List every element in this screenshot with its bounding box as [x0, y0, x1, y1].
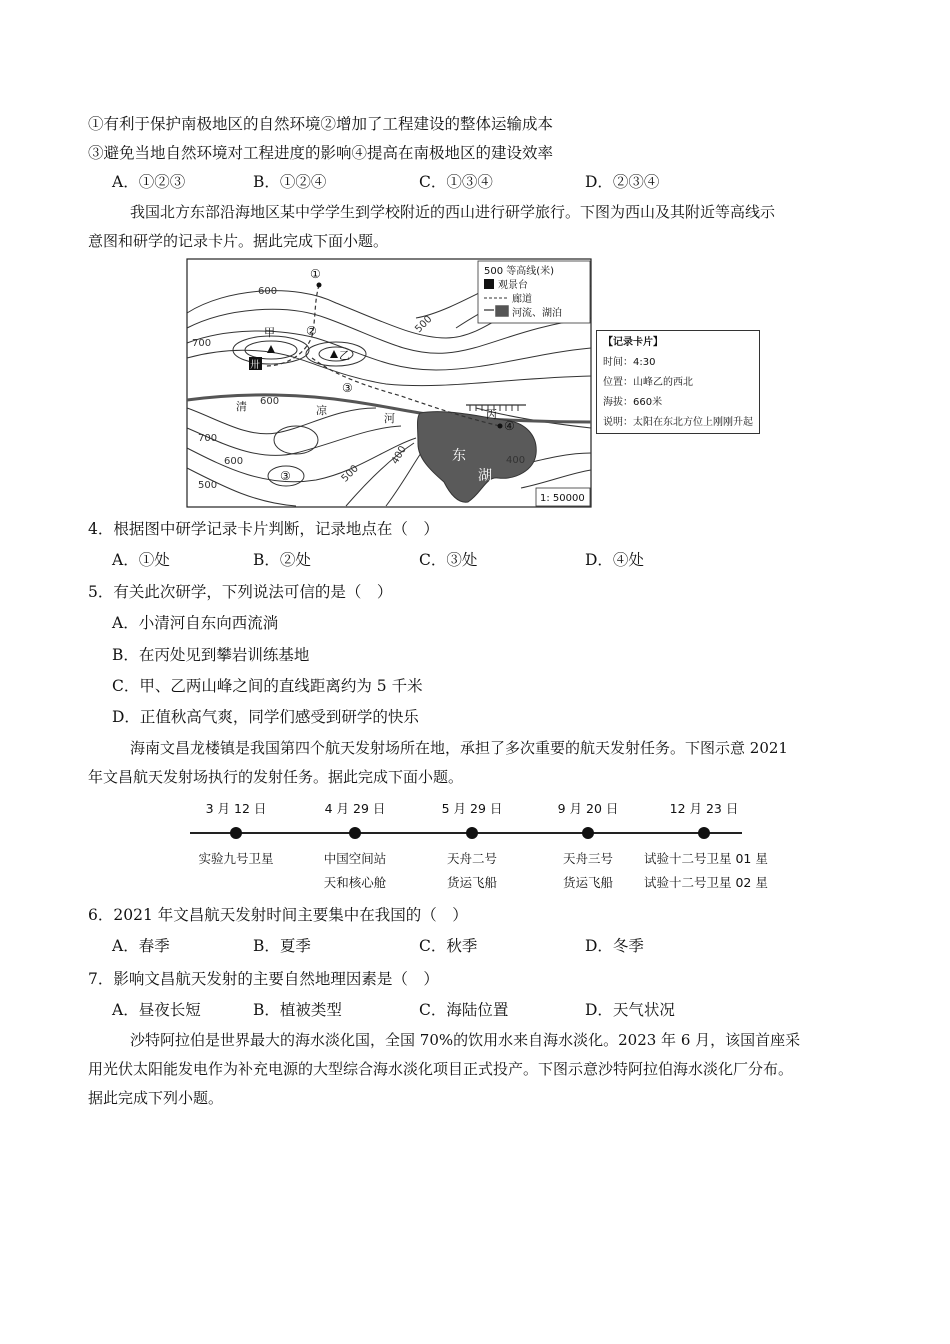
svg-text:700: 700	[192, 338, 212, 349]
event-name-line2: 货运飞船	[562, 875, 613, 890]
point-1-label: ①	[310, 267, 321, 281]
svg-text:700: 700	[198, 433, 218, 444]
intro-saudi-line1: 沙特阿拉伯是世界最大的海水淡化国，全国 70%的饮用水来自海水淡化。2023 年 6 月，该国首座采	[130, 1031, 801, 1049]
record-card-altitude: 海拔：660米	[603, 397, 663, 408]
svg-text:廊道: 廊道	[512, 294, 532, 305]
option-b[interactable]: B．夏季	[253, 937, 311, 955]
peak-yi-label: 乙	[339, 349, 350, 362]
svg-text:500: 500	[198, 480, 218, 491]
option-d[interactable]: D．正值秋高气爽，同学们感受到研学的快乐	[112, 708, 419, 726]
option-b[interactable]: B．②处	[253, 551, 311, 569]
peak-jia-label: 甲	[264, 326, 275, 339]
option-d[interactable]: D．②③④	[585, 173, 660, 191]
point-1-dot	[317, 283, 322, 288]
svg-text:500 等高线(米): 500 等高线(米)	[484, 266, 555, 277]
option-d[interactable]: D．天气状况	[585, 1001, 675, 1019]
option-b[interactable]: B．①②④	[253, 173, 327, 191]
svg-text:河: 河	[384, 412, 395, 425]
record-card-note: 说明：太阳在东北方位上刚刚升起	[603, 417, 753, 428]
q5-stem: 5．有关此次研学，下列说法可信的是（ ）	[88, 583, 393, 601]
option-a[interactable]: A．小清河自东向西流淌	[112, 614, 279, 632]
option-c[interactable]: C．③处	[419, 551, 478, 569]
intro-launch-line1: 海南文昌龙楼镇是我国第四个航天发射场所在地，承担了多次重要的航天发射任务。下图示意 2021	[130, 739, 788, 757]
svg-text:东: 东	[452, 448, 466, 464]
event-name-line1: 天舟三号	[562, 851, 613, 866]
option-c[interactable]: C．秋季	[419, 937, 478, 955]
intro-saudi-line3: 据此完成下列小题。	[88, 1089, 224, 1107]
option-d[interactable]: D．④处	[585, 551, 644, 569]
point-4-dot	[498, 424, 503, 429]
event-dot	[349, 827, 361, 839]
option-b[interactable]: B．在丙处见到攀岩训练基地	[112, 646, 310, 664]
option-a[interactable]: A．春季	[112, 937, 170, 955]
q3-statement-line1: ①有利于保护南极地区的自然环境②增加了工程建设的整体运输成本	[88, 115, 554, 133]
svg-text:清: 清	[236, 400, 247, 413]
event-dot	[698, 827, 710, 839]
svg-text:600: 600	[260, 396, 280, 407]
event-name-line1: 中国空间站	[323, 851, 387, 866]
record-card-title: 【记录卡片】	[603, 337, 663, 348]
event-date: 9 月 20 日	[557, 801, 619, 816]
event-dot	[466, 827, 478, 839]
option-c[interactable]: C．甲、乙两山峰之间的直线距离约为 5 千米	[112, 677, 423, 695]
intro-map-line2: 意图和研学的记录卡片。据此完成下面小题。	[88, 232, 389, 250]
svg-text:500: 500	[339, 463, 361, 485]
svg-text:500: 500	[413, 313, 435, 336]
svg-text:600: 600	[224, 456, 244, 467]
contour-map	[186, 258, 592, 508]
event-name-line1: 试验十二号卫星 01 星	[644, 851, 768, 866]
intro-saudi-line2: 用光伏太阳能发电作为补充电源的大型综合海水淡化项目正式投产。下图示意沙特阿拉伯海水淡化厂分布。	[88, 1060, 794, 1078]
event-date: 12 月 23 日	[669, 801, 739, 816]
point-2-label: ②	[306, 324, 317, 338]
peak-bing-label: 丙	[486, 408, 497, 421]
intro-map-line1: 我国北方东部沿海地区某中学学生到学校附近的西山进行研学旅行。下图为西山及其附近等高线示	[130, 203, 776, 221]
svg-text:400: 400	[506, 455, 526, 466]
svg-text:卅: 卅	[250, 360, 260, 371]
map-legend	[478, 261, 590, 323]
svg-text:湖: 湖	[478, 468, 492, 484]
event-date: 4 月 29 日	[324, 801, 386, 816]
option-a[interactable]: A．①②③	[112, 173, 186, 191]
option-a[interactable]: A．①处	[112, 551, 170, 569]
event-name-line2: 货运飞船	[446, 875, 497, 890]
svg-text:河流、湖泊: 河流、湖泊	[512, 308, 562, 319]
option-d[interactable]: D．冬季	[585, 937, 644, 955]
event-date: 5 月 29 日	[441, 801, 503, 816]
q7-stem: 7．影响文昌航天发射的主要自然地理因素是（ ）	[88, 970, 439, 988]
event-name-line2: 天和核心舱	[323, 875, 387, 890]
q4-stem: 4．根据图中研学记录卡片判断，记录地点在（ ）	[88, 520, 439, 538]
intro-launch-line2: 年文昌航天发射场执行的发射任务。据此完成下面小题。	[88, 768, 464, 786]
svg-text:凉: 凉	[316, 404, 327, 417]
svg-text:600: 600	[258, 286, 278, 297]
event-date: 3 月 12 日	[205, 801, 267, 816]
event-dot	[582, 827, 594, 839]
record-card-location: 位置：山峰乙的西北	[603, 377, 693, 388]
event-dot	[230, 827, 242, 839]
svg-text:400: 400	[389, 444, 409, 467]
record-card-time: 时间：4:30	[603, 357, 656, 368]
option-c[interactable]: C．①③④	[419, 173, 493, 191]
launch-timeline	[190, 796, 768, 896]
point-3-label-south: ③	[280, 469, 291, 483]
event-name-line2: 试验十二号卫星 02 星	[644, 875, 768, 890]
option-a[interactable]: A．昼夜长短	[112, 1001, 201, 1019]
point-3-label: ③	[342, 381, 353, 395]
record-card	[596, 330, 760, 434]
map-scale: 1: 50000	[540, 493, 585, 504]
q3-statement-line2: ③避免当地自然环境对工程进度的影响④提高在南极地区的建设效率	[88, 144, 554, 162]
event-name-line1: 天舟二号	[446, 851, 497, 866]
option-c[interactable]: C．海陆位置	[419, 1001, 509, 1019]
q6-stem: 6．2021 年文昌航天发射时间主要集中在我国的（ ）	[88, 906, 468, 924]
option-b[interactable]: B．植被类型	[253, 1001, 342, 1019]
point-4-label: ④	[504, 419, 515, 433]
svg-text:观景台: 观景台	[498, 280, 528, 291]
event-name-line1: 实验九号卫星	[198, 851, 274, 866]
